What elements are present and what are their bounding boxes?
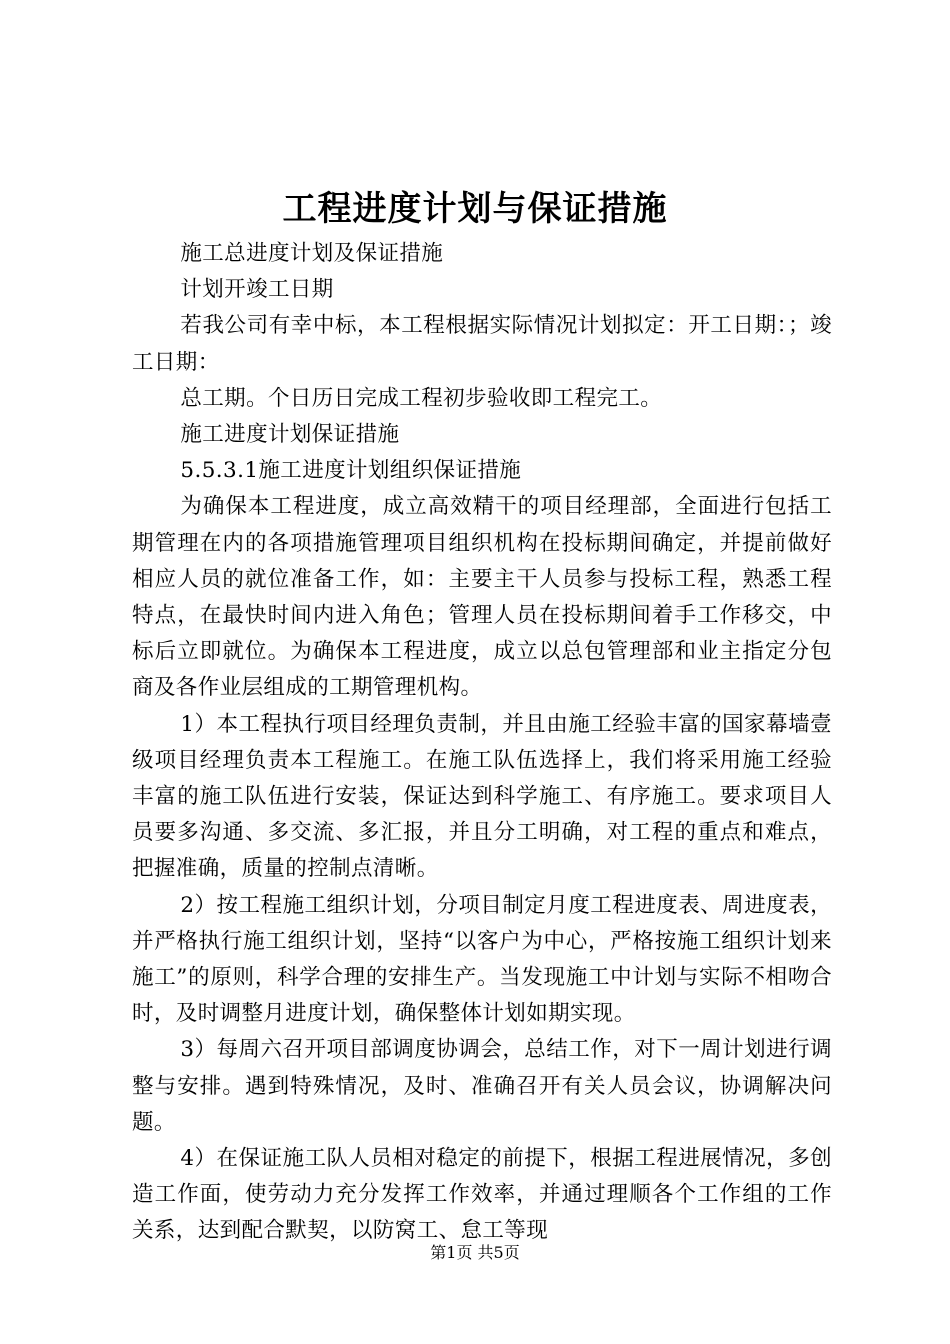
- paragraph: 3）每周六召开项目部调度协调会，总结工作，对下一周计划进行调整与安排。遇到特殊情况，及时、准确召开有关人员会议，协调解决问题。: [132, 1037, 832, 1135]
- paragraph: 总工期。个日历日完成工程初步验收即工程完工。: [180, 385, 663, 411]
- document-body: [132, 236, 832, 1250]
- paragraph: 1）本工程执行项目经理负责制，并且由施工经验丰富的国家幕墙壹级项目经理负责本工程施工。在施工队伍选择上，我们将采用施工经验丰富的施工队伍进行安装，保证达到科学施工、有序施工。要求项目人员要多沟通、多交流、多汇报，并且分工明确，对工程的重点和难点，把握准确，质量的控制点清晰。: [132, 711, 832, 882]
- paragraph: 若我公司有幸中标，本工程根据实际情况计划拟定：开工日期：；竣工日期：: [132, 313, 832, 375]
- paragraph: 施工总进度计划及保证措施: [180, 241, 444, 266]
- page-footer: 第1页 共5页: [430, 1243, 520, 1262]
- document-title: 工程进度计划与保证措施: [282, 189, 668, 229]
- paragraph: 2）按工程施工组织计划，分项目制定月度工程进度表、周进度表，并严格执行施工组织计划，坚持“以客户为中心，严格按施工组织计划来施工”的原则，科学合理的安排生产。当发现施工中计划与实际不相吻合时，及时调整月进度计划，确保整体计划如期实现。: [132, 892, 832, 1027]
- paragraph: 为确保本工程进度，成立高效精干的项目经理部，全面进行包括工期管理在内的各项措施管理项目组织机构在投标期间确定，并提前做好相应人员的就位准备工作，如：主要主干人员参与投标工程，熟悉工程特点，在最快时间内进入角色；管理人员在投标期间着手工作移交，中标后立即就位。为确保本工程进度，成立以总包管理部和业主指定分包商及各作业层组成的工期管理机构。: [132, 494, 832, 701]
- paragraph: 4）在保证施工队人员相对稳定的前提下，根据工程进展情况，多创造工作面，使劳动力充分发挥工作效率，并通过理顺各个工作组的工作关系，达到配合默契，以防窝工、怠工等现: [132, 1146, 832, 1244]
- paragraph: 施工进度计划保证措施: [180, 422, 400, 448]
- paragraph: 5.5.3.1施工进度计划组织保证措施: [180, 458, 522, 484]
- paragraph: 计划开竣工日期: [180, 277, 334, 303]
